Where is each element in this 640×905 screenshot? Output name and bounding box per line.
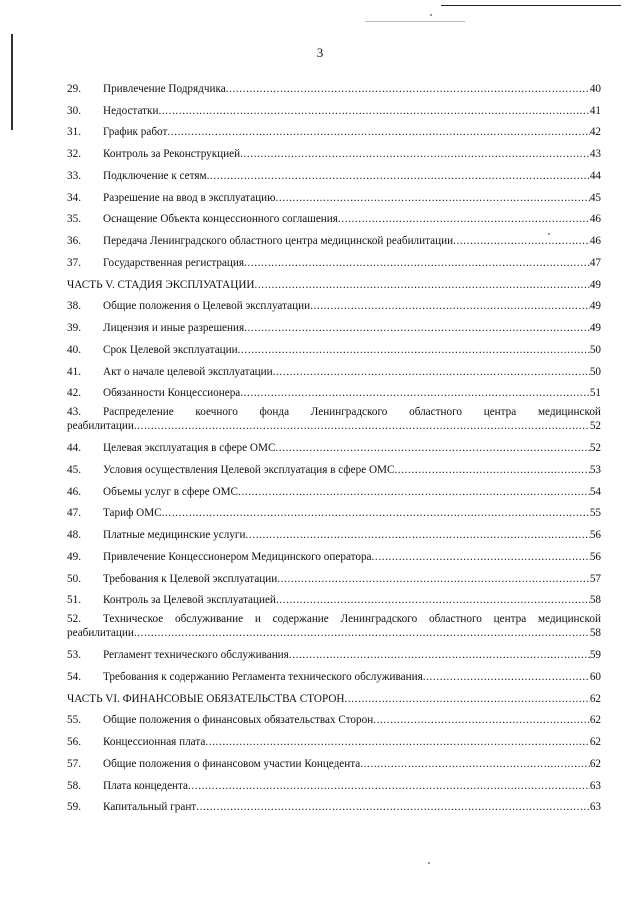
toc-entry[interactable] [67,96,601,118]
toc-entry-number: 38. [67,300,81,313]
toc-entry-page: 49 [589,322,601,334]
toc-entry-number: 41. [67,365,81,378]
toc-entry-number: 56. [67,736,81,748]
toc-entry-title: Разрешение на ввод в эксплуатацию [103,191,276,204]
toc-entry-title-word: Ленинградского [340,613,418,626]
toc-entry-number: 50. [67,572,81,585]
dot-leader [240,386,590,400]
toc-entry-page: 63 [589,779,601,792]
dot-leader [158,104,589,118]
toc-entry-number: 57. [67,757,81,770]
top-rule [441,5,621,6]
toc-entry-title: Регламент технического обслуживания [103,649,289,661]
toc-entry[interactable] [67,226,601,248]
toc-entry-number: 35. [67,213,81,226]
toc-entry-title: Капитальный грант [103,801,197,814]
dot-leader [244,256,590,270]
toc-entry-title: Оснащение Объекта концессионного соглашения [103,213,338,226]
toc-entry-title-word: обслуживание [175,613,244,626]
toc-entry[interactable] [67,248,601,270]
dot-leader [338,212,590,226]
toc-entry-title-word: и [254,613,261,626]
toc-entry-number: 42. [67,387,81,400]
dot-leader [238,343,590,357]
toc-entry-page: 45 [589,191,601,204]
toc-entry-number: 29. [67,82,81,95]
toc-part-heading[interactable] [67,270,601,292]
toc-entry-title-word: областного [409,406,462,419]
dot-leader [277,572,590,586]
toc-entry-title: График работ [103,126,168,139]
toc-entry-title: Объемы услуг в сфере ОМС [103,485,238,498]
toc-entry-number: 34. [67,191,81,204]
toc-entry-title: Контроль за Реконструкцией [103,148,241,160]
dot-leader [207,169,590,183]
toc-entry-number: 33. [67,169,81,182]
toc-entry-page: 50 [589,343,601,356]
toc-entry-title-word: содержание [272,613,329,626]
toc-entry[interactable] [67,586,601,608]
toc-entry[interactable] [67,727,601,749]
toc-entry-title: Требования к содержанию Регламента технического обслуживания [103,670,423,683]
toc-entry-page: 62 [589,736,601,748]
toc-entry-title-word: фонда [259,406,290,419]
toc-entry-title-continued: реабилитации [67,627,134,640]
toc-entry[interactable] [67,183,601,205]
toc-entry-number: 49. [67,550,81,563]
toc-entry-number: 46. [67,485,81,498]
toc-entry-title-word: Ленинградского [310,406,388,419]
dot-leader [423,670,590,684]
toc-entry[interactable] [67,607,601,640]
toc-entry-page: 59 [589,649,601,661]
dot-leader [373,713,590,727]
toc-entry-title: Тариф ОМС [103,507,162,520]
toc-entry-page: 50 [589,365,601,378]
toc-entry-number: 54. [67,670,81,683]
dot-leader [134,419,590,433]
dot-leader [276,593,590,607]
dot-leader [289,648,590,662]
dot-leader [453,234,590,248]
toc-entry-page: 62 [589,714,601,727]
toc-entry-number: 53. [67,649,81,661]
scan-speck [430,14,432,16]
toc-entry-page: 56 [589,550,601,563]
toc-entry[interactable] [67,749,601,771]
toc-entry[interactable] [67,564,601,586]
dot-leader [344,692,589,706]
dot-leader [275,441,589,455]
toc-entry-title-continued: реабилитации [67,420,134,433]
toc-entry-number: 52. [67,613,81,626]
dot-leader [273,365,590,379]
toc-entry-title: Платные медицинские услуги [103,529,246,541]
toc-entry-number: 37. [67,256,81,269]
toc-entry-title: Акт о начале целевой эксплуатации [103,365,273,378]
toc-entry-number: 39. [67,322,81,334]
toc-entry-title-word: медицинской [537,406,601,419]
scan-speck [428,862,430,864]
toc-entry-title: Концессионная плата [103,736,206,748]
toc-entry-title: Общие положения о финансовом участии Концедента [103,757,361,770]
toc-entry-title: Привлечение Концессионером Медицинского оператора [103,550,372,563]
dot-leader [226,82,590,96]
page-number: 3 [316,45,324,60]
toc-entry-title: Целевая эксплуатация в сфере ОМС [103,442,276,454]
toc-entry[interactable] [67,662,601,684]
toc-entry-title-word: областного [428,613,482,626]
toc-entry[interactable] [67,706,601,728]
toc-entry-title: Недостатки [103,104,159,117]
dot-leader [205,735,589,749]
toc-entry-title-word: Техническое [103,613,164,626]
toc-entry[interactable] [67,455,601,477]
toc-entry-title-word: центра [493,613,527,626]
toc-entry[interactable] [67,477,601,499]
toc-entry-title: Условия осуществления Целевой эксплуатация в сфере ОМС [103,463,395,476]
dot-leader [360,757,590,771]
dot-leader [167,125,589,139]
toc-part-heading[interactable] [67,684,601,706]
toc-entry-title: Срок Целевой эксплуатации [103,343,238,356]
toc-entry[interactable] [67,205,601,227]
toc-entry-page: 51 [589,387,601,400]
toc-entry-title: Плата концедента [103,779,189,792]
toc-entry-title: Обязанности Концессионера [103,387,241,400]
toc-entry-number: 45. [67,463,81,476]
toc-entry-number: 51. [67,594,81,607]
dot-leader [255,278,590,292]
toc-entry-title-word: коечного [195,406,238,419]
toc-entry-number: 48. [67,529,81,541]
toc-entry-number: 59. [67,801,81,814]
dot-leader [394,463,589,477]
toc-entry-number: 40. [67,343,81,356]
dot-leader [162,506,590,520]
dot-leader [372,550,590,564]
toc-entry-page: 62 [589,757,601,770]
toc-entry[interactable] [67,313,601,335]
toc-entry[interactable] [67,161,601,183]
toc-entry-page: 53 [589,463,601,476]
toc-entry-page: 46 [589,235,601,247]
toc-entry[interactable] [67,771,601,793]
toc-entry-title: Государственная регистрация [103,256,245,269]
toc-entry[interactable] [67,118,601,140]
toc-entry-title [103,612,601,626]
dot-leader [244,321,590,335]
toc-entry[interactable] [67,520,601,542]
toc-entry-page: 44 [589,169,601,182]
toc-entry-page: 54 [589,485,601,498]
dot-leader [134,626,590,640]
toc-entry-page: 58 [589,627,601,640]
toc-entry[interactable] [67,357,601,379]
toc-entry-title: Подключение к сетям [103,169,207,182]
toc-entry[interactable] [67,292,601,314]
toc-entry-page: 47 [589,256,601,269]
toc-entry-number: 32. [67,148,81,160]
toc-entry-page: 46 [589,213,601,226]
toc-entry-title: Контроль за Целевой эксплуатацией [103,594,276,607]
toc-entry[interactable] [67,400,601,433]
dot-leader [196,800,590,814]
toc-entry-page: 52 [589,442,601,454]
toc-entry-page: 49 [589,300,601,313]
toc-entry-title: Привлечение Подрядчика [103,82,226,95]
toc-entry-page: 55 [589,507,601,520]
toc-entry-title [103,405,601,419]
toc-entry-title: Общие положения о Целевой эксплуатации [103,300,311,313]
toc-entry-title-word: медицинской [538,613,601,626]
toc-entry-page: 40 [589,82,601,95]
toc-entry-page: 52 [589,420,601,433]
toc-part-title: ЧАСТЬ V. СТАДИЯ ЭКСПЛУАТАЦИИ [67,278,255,291]
dot-leader [240,147,590,161]
toc-entry-title: Лицензия и иные разрешения [103,322,245,334]
toc-entry-page: 63 [589,801,601,814]
dot-leader [188,779,590,793]
dot-leader [238,485,590,499]
toc-entry-title: Общие положения о финансовых обязательствах Сторон [103,714,374,727]
toc-entry-number: 31. [67,126,81,139]
toc-entry-page: 49 [589,278,601,291]
toc-entry-number: 36. [67,235,81,247]
toc-entry-number: 44. [67,442,81,454]
toc-entry-page: 60 [589,670,601,683]
dot-leader [246,528,590,542]
toc-entry-title: Передача Ленинградского областного центра медицинской реабилитации [103,235,454,247]
toc-entry-title: Требования к Целевой эксплуатации [103,572,278,585]
dot-leader [310,299,590,313]
toc-entry-page: 57 [589,572,601,585]
toc-entry-number: 55. [67,714,81,727]
toc-entry-number: 30. [67,104,81,117]
toc-entry[interactable] [67,139,601,161]
toc-entry[interactable] [67,499,601,521]
toc-entry-page: 58 [589,594,601,607]
toc-entry[interactable] [67,640,601,662]
toc-entry[interactable] [67,74,601,96]
toc-entry-title-word: Распределение [103,406,174,419]
toc-entry-page: 43 [589,148,601,160]
toc-entry[interactable] [67,542,601,564]
toc-entry-number: 47. [67,507,81,520]
toc-entry-number: 43. [67,406,81,419]
toc-entry[interactable] [67,793,601,815]
toc-entry-page: 62 [589,692,601,705]
toc-part-title: ЧАСТЬ VI. ФИНАНСОВЫЕ ОБЯЗАТЕЛЬСТВА СТОРОН [67,692,345,705]
dot-leader [276,191,590,205]
toc-entry-number: 58. [67,779,81,792]
toc-entry-title-word: центра [483,406,517,419]
toc-entry[interactable] [67,335,601,357]
toc-entry-page: 56 [589,529,601,541]
table-of-contents [67,74,601,814]
toc-entry-page: 41 [589,104,601,117]
top-rule-faint [365,21,465,22]
toc-entry[interactable] [67,379,601,401]
toc-entry-page: 42 [589,126,601,139]
toc-entry[interactable] [67,433,601,455]
